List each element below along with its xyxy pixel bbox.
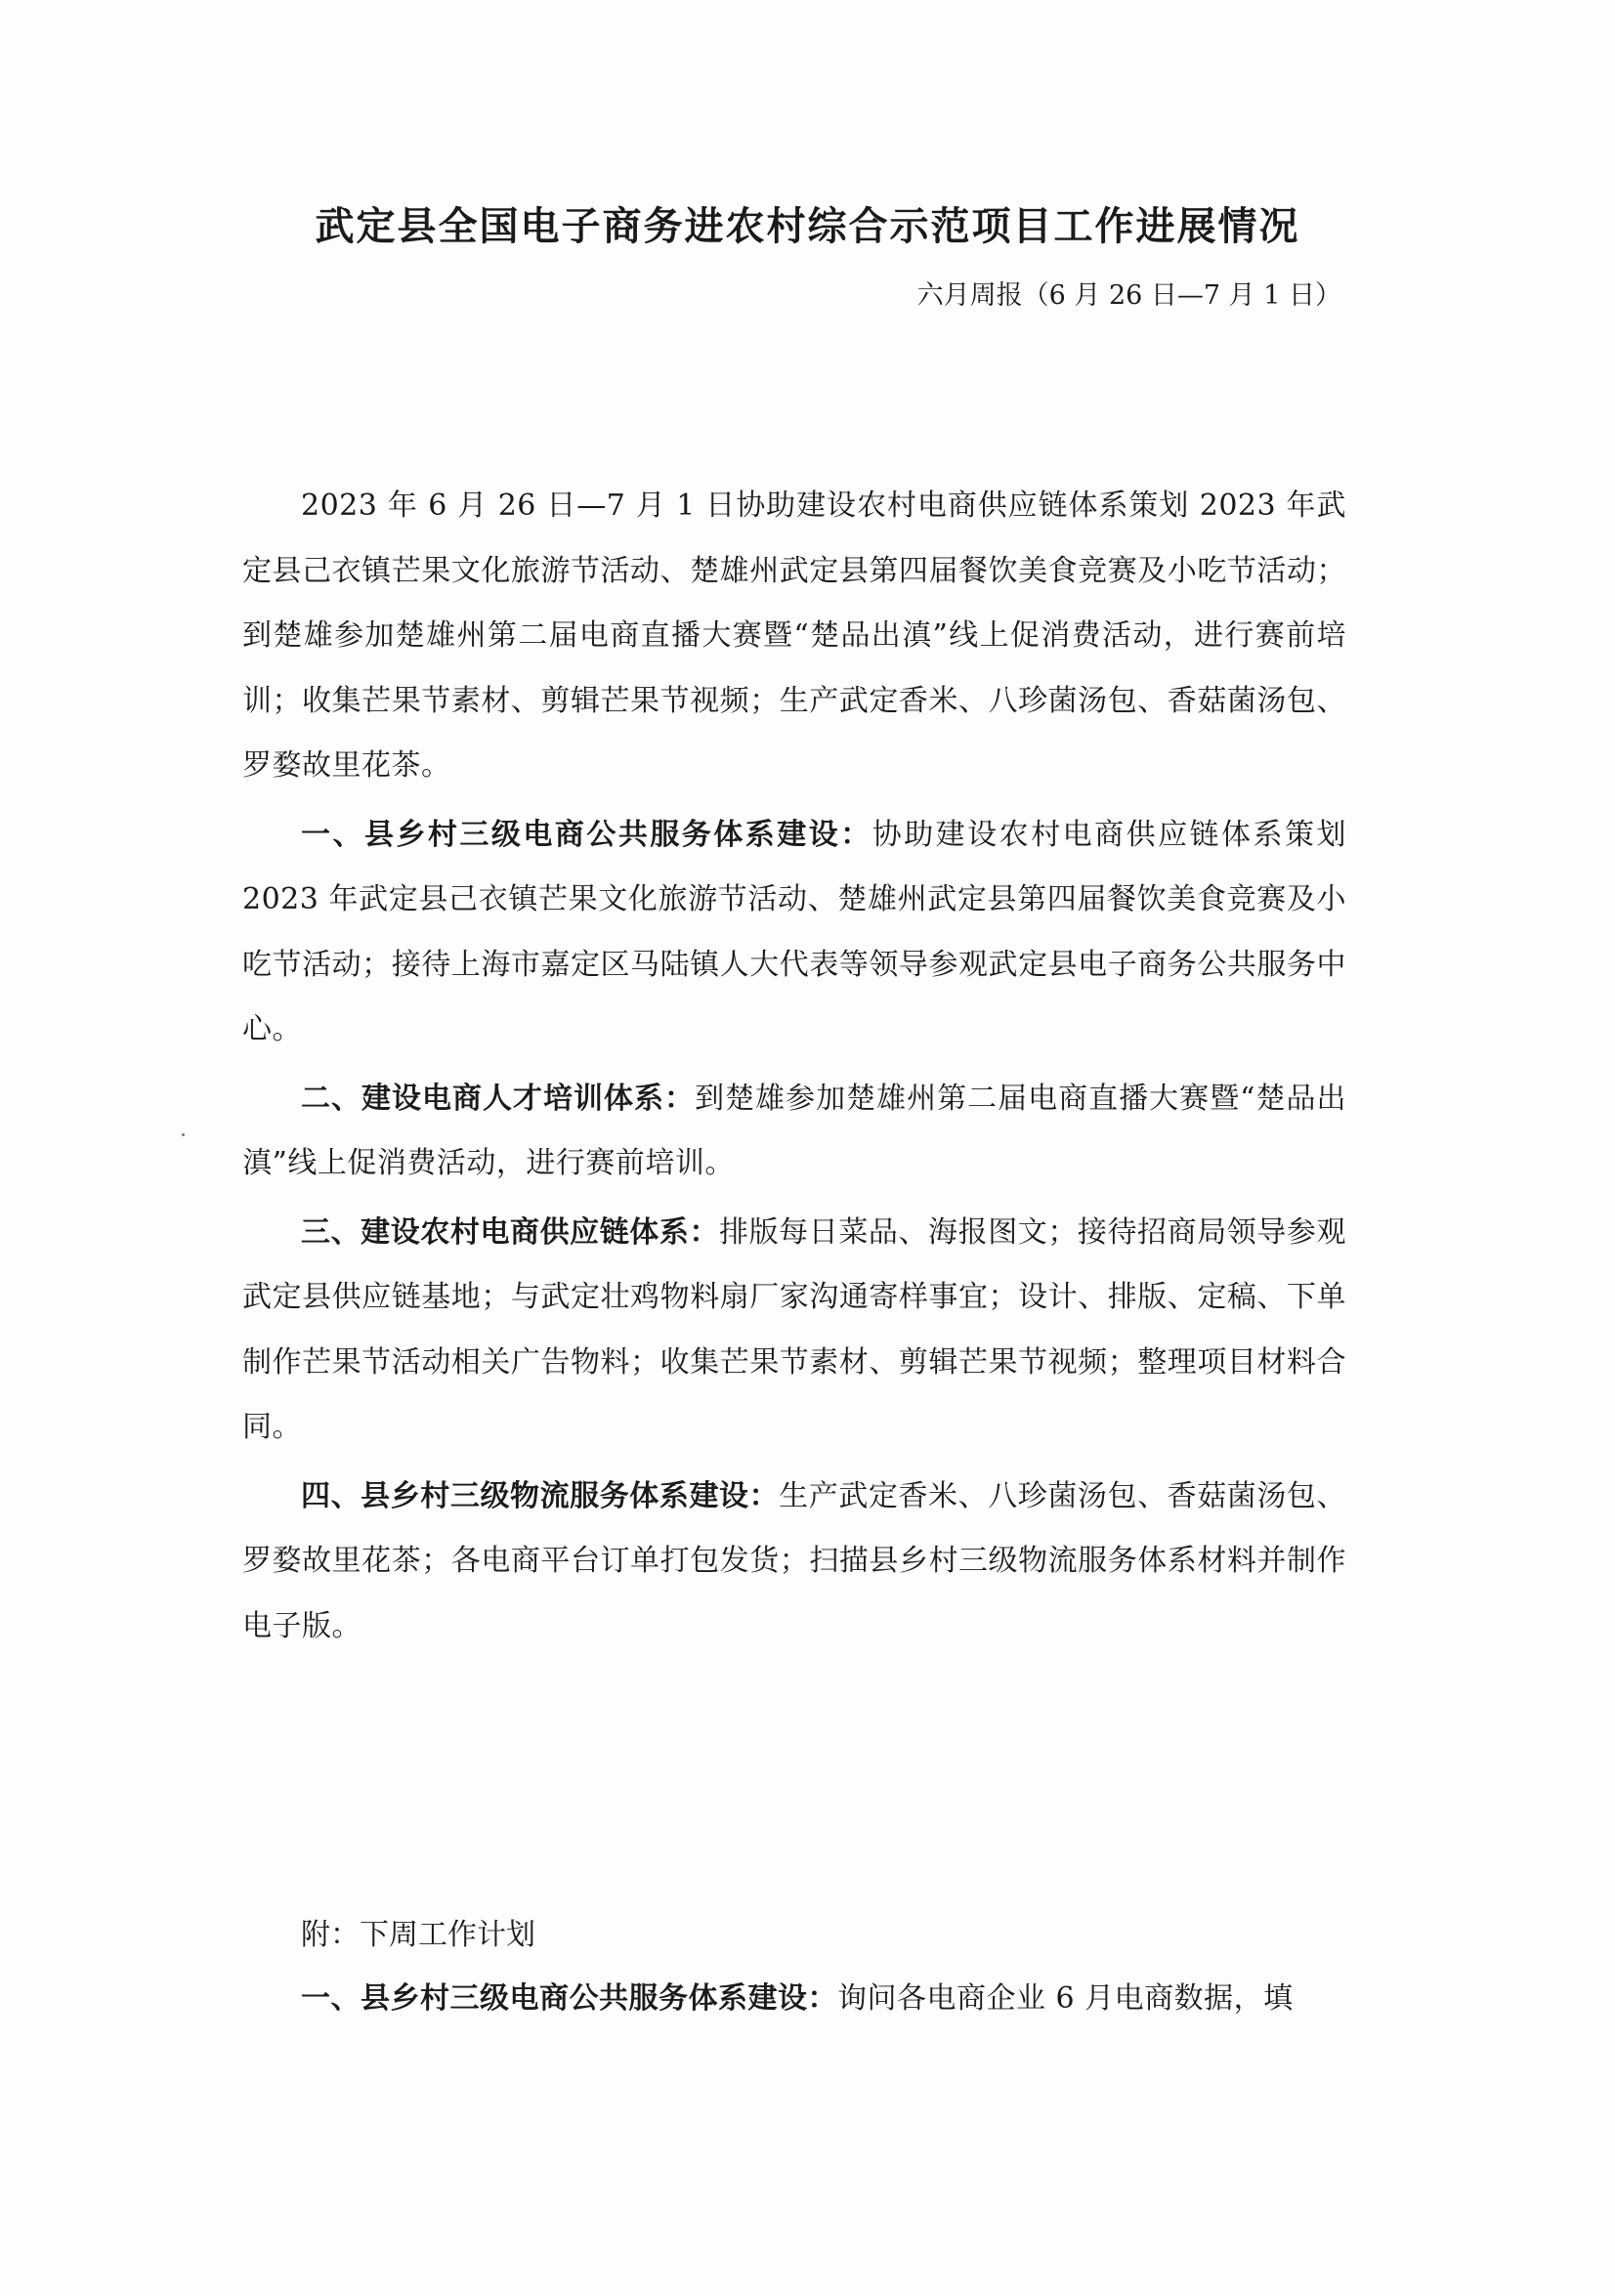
section-1-heading: 一、县乡村三级电商公共服务体系建设： — [301, 817, 872, 852]
section-2-text: 到楚雄参加楚雄州第二届电商直播大赛暨“楚品出滇”线上促消费活动，进行赛前培训。 — [242, 1081, 1346, 1180]
section-4-heading: 四、县乡村三级物流服务体系建设： — [301, 1478, 780, 1513]
section-1 — [242, 803, 1346, 1063]
intro-paragraph: 2023 年 6 月 26 日—7 月 1 日协助建设农村电商供应链体系策划 2023 年武定县己衣镇芒果文化旅游节活动、楚雄州武定县第四届餐饮美食竞赛及小吃节活动；到楚雄参加楚雄州第二届电商直播大赛暨“楚品出滇”线上促消费活动，进行赛前培训；收集芒果节素材、剪辑芒果节视频；生产武定香米、八珍菌汤包、香菇菌汤包、罗婺故里花茶。 — [242, 489, 1346, 783]
section-3-heading: 三、建设农村电商供应链体系： — [301, 1214, 720, 1250]
scan-speck — [182, 1133, 185, 1136]
body-content — [242, 474, 1346, 1663]
section-2-heading: 二、建设电商人才培训体系： — [301, 1081, 696, 1116]
section-3-text: 排版每日菜品、海报图文；接待招商局领导参观武定县供应链基地；与武定壮鸡物料扇厂家沟通寄样事宜；设计、排版、定稿、下单制作芒果节活动相关广告物料；收集芒果节素材、剪辑芒果节视频；整理项目材料合同。 — [242, 1214, 1347, 1444]
appendix-title: 附：下周工作计划 — [301, 1918, 535, 1952]
section-4 — [242, 1465, 1346, 1660]
appendix-item-1-heading: 一、县乡村三级电商公共服务体系建设： — [301, 1981, 837, 2016]
section-2 — [242, 1067, 1346, 1197]
page-subtitle: 六月周报（6 月 26 日—7 月 1 日） — [916, 280, 1341, 311]
section-1-text: 协助建设农村电商供应链体系策划 2023 年武定县己衣镇芒果文化旅游节活动、楚雄州武定县第四届餐饮美食竞赛及小吃节活动；接待上海市嘉定区马陆镇人大代表等领导参观武定县电子商务公共服务中心。 — [242, 817, 1346, 1046]
appendix-item-1-text: 询问各电商企业 6 月电商数据，填 — [837, 1981, 1294, 2016]
section-4-text: 生产武定香米、八珍菌汤包、香菇菌汤包、罗婺故里花茶；各电商平台订单打包发货；扫描县乡村三级物流服务体系材料并制作电子版。 — [242, 1478, 1347, 1643]
section-3 — [242, 1201, 1346, 1461]
page-title: 武定县全国电子商务进农村综合示范项目工作进展情况 — [315, 204, 1300, 249]
appendix-item-1 — [301, 1974, 1366, 2017]
